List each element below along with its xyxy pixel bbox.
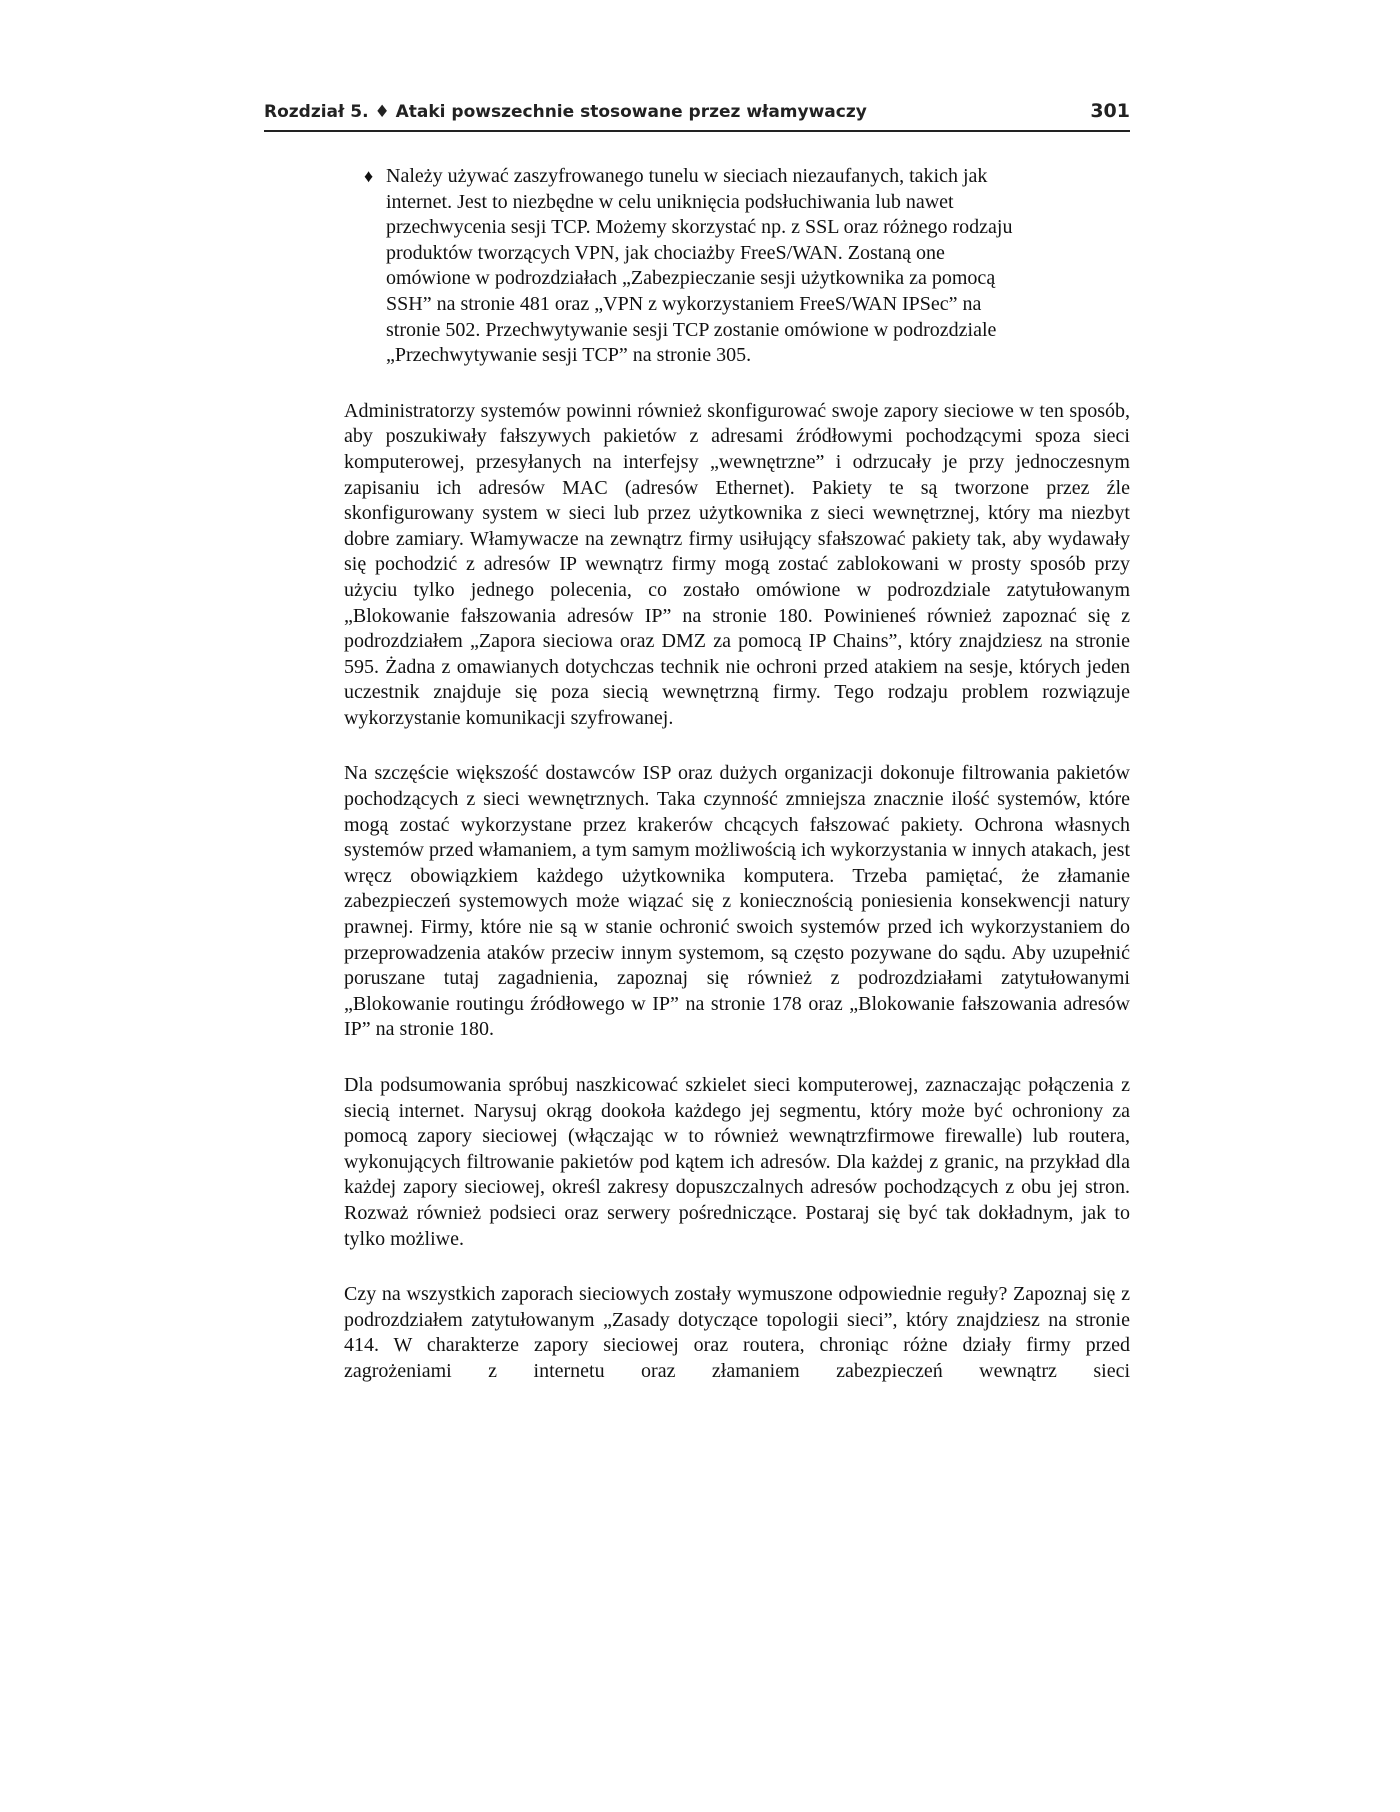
paragraph-2: Na szczęście większość dostawców ISP oraz dużych organizacji dokonuje filtrowania pakietów pochodzących z sieci wewnętrznych. Taka czynność zmniejsza znacznie ilość systemów, które mogą zostać wykorzystane przez krakerów chcących fałszować pakiety. Ochrona własnych systemów przed włamaniem, a tym samym możliwością ich wykorzystania w innych atakach, jest wręcz obowiązkiem każdego użytkownika komputera. Trzeba pamiętać, że złamanie zabezpieczeń systemowych może wiązać się z koniecznością poniesienia konsekwencji natury prawnej. Firmy, które nie są w stanie ochronić swoich systemów przed ich wykorzystaniem do przeprowadzenia ataków przeciw innym systemom, są często pozywane do sądu. Aby uzupełnić poruszane tutaj zagadnienia, zapoznaj się również z podrozdziałami zatytułowanymi „Blokowanie routingu źródłowego w IP” na stronie 178 oraz „Blokowanie fałszowania adresów IP” na stronie 180. <box>344 762 1130 1041</box>
paragraph-3: Dla podsumowania spróbuj naszkicować szkielet sieci komputerowej, zaznaczając połączenia z siecią internet. Narysuj okrąg dookoła każdego jej segmentu, który może być ochroniony za pomocą zapory sieciowej (włączając w to również wewnątrzfirmowe firewalle) lub routera, wykonujących filtrowanie pakietów pod kątem ich adresów. Dla każdej z granic, na przykład dla każdej zapory sieciowej, określ zakresy dopuszczalnych adresów pochodzących z obu jej stron. Rozważ również podsieci oraz serwery pośredniczące. Postaraj się być tak dokładnym, jak to tylko możliwe. <box>344 1074 1130 1250</box>
page-number: 301 <box>1090 100 1130 122</box>
paragraph-4: Czy na wszystkich zaporach sieciowych zostały wymuszone odpowiednie reguły? Zapoznaj się z podrozdziałem zatytułowanym „Zasady dotyczące topologii sieci”, który znajdziesz na stronie 414. W charakterze zapory sieciowej oraz routera, chroniąc różne działy firmy przed zagrożeniami z internetu oraz złamaniem zabezpieczeń wewnątrz sieci <box>344 1283 1130 1382</box>
bullet-list-item <box>344 164 1130 369</box>
running-header <box>264 98 1130 132</box>
chapter-title: Rozdział 5. ♦ Ataki powszechnie stosowane przez włamywaczy <box>264 102 867 122</box>
bullet-text: Należy używać zaszyfrowanego tunelu w sieciach niezaufanych, takich jak internet. Jest to niezbędne w celu uniknięcia podsłuchiwania lub nawet przechwycenia sesji TCP. Możemy skorzystać np. z SSL oraz różnego rodzaju produktów tworzących VPN, jak chociażby FreeS/WAN. Zostaną one omówione w podrozdziałach „Zabezpieczanie sesji użytkownika za pomocą SSH” na stronie 481 oraz „VPN z wykorzystaniem FreeS/WAN IPSec” na stronie 502. Przechwytywanie sesji TCP zostanie omówione w podrozdziale „Przechwytywanie sesji TCP” na stronie 305. <box>386 165 1013 367</box>
paragraph-1: Administratorzy systemów powinni również skonfigurować swoje zapory sieciowe w ten sposób, aby poszukiwały fałszywych pakietów z adresami źródłowymi pochodzącymi spoza sieci komputerowej, przesyłanych na interfejsy „wewnętrzne” i odrzucały je przy jednoczesnym zapisaniu ich adresów MAC (adresów Ethernet). Pakiety te są tworzone przez źle skonfigurowany system w sieci lub przez użytkownika z sieci wewnętrznej, który ma niezbyt dobre zamiary. Włamywacze na zewnątrz firmy usiłujący sfałszować pakiety tak, aby wydawały się pochodzić z adresów IP wewnątrz firmy mogą zostać zablokowani w prosty sposób przy użyciu tylko jednego polecenia, co zostało omówione w podrozdziale zatytułowanym „Blokowanie fałszowania adresów IP” na stronie 180. Powinieneś również zapoznać się z podrozdziałem „Zapora sieciowa oraz DMZ za pomocą IP Chains”, który znajdziesz na stronie 595. Żadna z omawianych dotychczas technik nie ochroni przed atakiem na sesje, których jeden uczestnik znajduje się poza siecią wewnętrzną firmy. Tego rodzaju problem rozwiązuje wykorzystanie komunikacji szyfrowanej. <box>344 399 1130 729</box>
diamond-bullet-icon: ♦ <box>364 166 374 186</box>
body-text <box>344 164 1130 1415</box>
